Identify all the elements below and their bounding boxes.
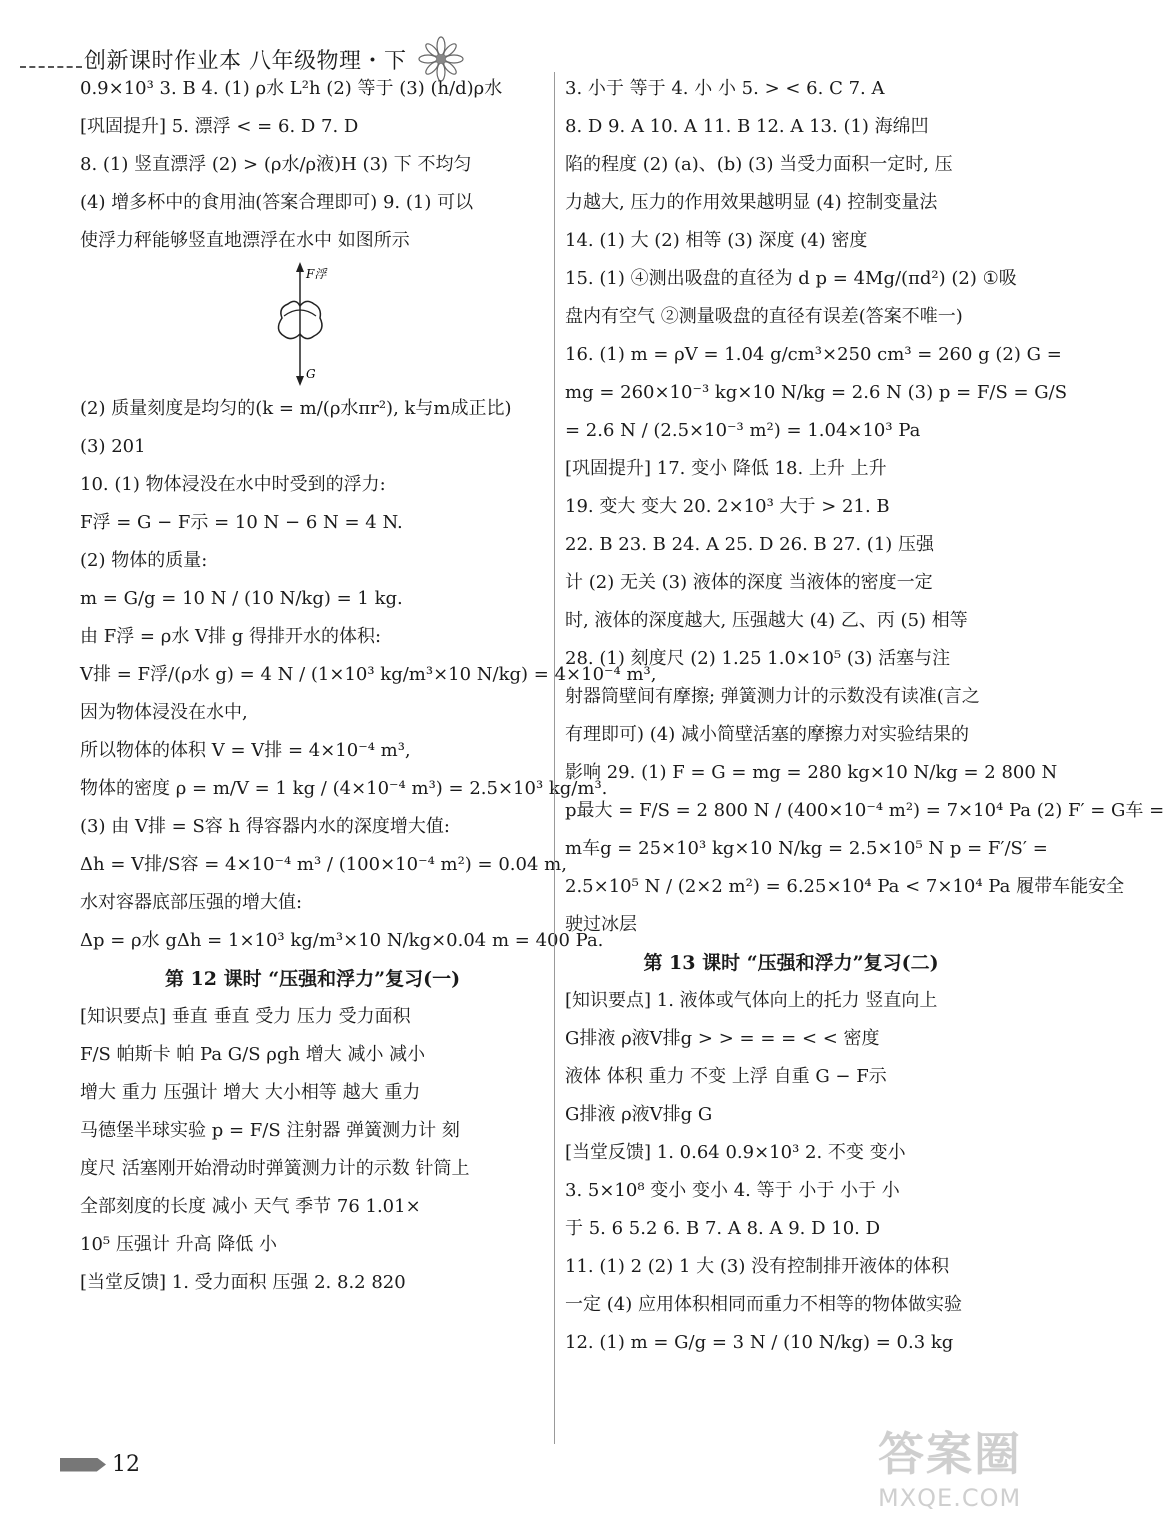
answer-line: 3. 小于 等于 4. 小 小 5. > < 6. C 7. A	[565, 78, 885, 99]
answer-line: Δh = V排/S容 = 4×10⁻⁴ m³ / (100×10⁻⁴ m²) = 0.04 m,	[80, 854, 567, 875]
answer-line: 16. (1) m = ρV = 1.04 g/cm³×250 cm³ = 260 g (2) G =	[565, 344, 1062, 365]
answer-line: m = G/g = 10 N / (10 N/kg) = 1 kg.	[80, 588, 403, 609]
answer-line: 所以物体的体积 V = V排 = 4×10⁻⁴ m³,	[80, 740, 411, 761]
buoyant-force-label: F浮	[306, 267, 327, 281]
answer-line: 液体 体积 重力 不变 上浮 自重 G − F示	[565, 1066, 887, 1087]
answer-line: 14. (1) 大 (2) 相等 (3) 深度 (4) 密度	[565, 230, 868, 251]
answer-line: 0.9×10³ 3. B 4. (1) ρ水 L²h (2) 等于 (3) (h/d)ρ水	[80, 78, 503, 99]
gravity-label: G	[306, 367, 316, 381]
answer-line: G排液 ρ液V排g > > = = = < < 密度	[565, 1028, 880, 1049]
answer-line: 驶过冰层	[565, 914, 637, 935]
answer-line: [知识要点] 1. 液体或气体向上的托力 竖直向上	[565, 990, 938, 1011]
answer-line: 由 F浮 = ρ水 V排 g 得排开水的体积:	[80, 626, 382, 647]
answer-line: [知识要点] 垂直 垂直 受力 压力 受力面积	[80, 1006, 411, 1027]
answer-line: 陷的程度 (2) (a)、(b) (3) 当受力面积一定时, 压	[565, 154, 953, 175]
answer-line: 全部刻度的长度 减小 天气 季节 76 1.01×	[80, 1196, 421, 1217]
answer-line: G排液 ρ液V排g G	[565, 1104, 713, 1125]
answer-line: 度尺 活塞刚开始滑动时弹簧测力计的示数 针筒上	[80, 1158, 470, 1179]
answer-line: 11. (1) 2 (2) 1 大 (3) 没有控制排开液体的体积	[565, 1256, 950, 1277]
section-13-title: 第 13 课时 “压强和浮力”复习(二)	[643, 952, 939, 974]
answer-line: m车g = 25×10³ kg×10 N/kg = 2.5×10⁵ N p = F′/S′ =	[565, 838, 1048, 859]
page-number-text: 12	[112, 1452, 140, 1477]
answer-line: p最大 = F/S = 2 800 N / (400×10⁻⁴ m²) = 7×10⁴ Pa (2) F′ = G车 =	[565, 800, 1164, 821]
answer-line: F/S 帕斯卡 帕 Pa G/S ρgh 增大 减小 减小	[80, 1044, 426, 1065]
answer-line: 一定 (4) 应用体积相同而重力不相等的物体做实验	[565, 1294, 962, 1315]
answer-line: [当堂反馈] 1. 0.64 0.9×10³ 2. 不变 变小	[565, 1142, 906, 1163]
column-divider	[554, 72, 555, 1444]
answer-line: 因为物体浸没在水中,	[80, 702, 248, 723]
page-arrow-icon	[60, 1458, 106, 1472]
answer-line: 10⁵ 压强计 升高 降低 小	[80, 1234, 278, 1255]
answer-line: 影响 29. (1) F = G = mg = 280 kg×10 N/kg = 2 800 N	[565, 762, 1058, 783]
answer-line: 增大 重力 压强计 增大 大小相等 越大 重力	[80, 1082, 421, 1103]
answer-line: [巩固提升] 5. 漂浮 < = 6. D 7. D	[80, 116, 359, 137]
answer-line: 15. (1) ④测出吸盘的直径为 d p = 4Mg/(πd²) (2) ①吸	[565, 268, 1017, 289]
buoyancy-diagram	[80, 260, 545, 390]
answer-line: 3. 5×10⁸ 变小 变小 4. 等于 小于 小于 小	[565, 1180, 900, 1201]
answer-line: [当堂反馈] 1. 受力面积 压强 2. 8.2 820	[80, 1272, 406, 1293]
answer-line: 水对容器底部压强的增大值:	[80, 892, 303, 913]
watermark-logo	[878, 1418, 1038, 1528]
answer-line: (2) 物体的质量:	[80, 550, 208, 571]
answer-line: (3) 由 V排 = S容 h 得容器内水的深度增大值:	[80, 816, 450, 837]
watermark-text: 答案圈	[878, 1427, 1022, 1481]
right-column	[565, 70, 1164, 1362]
answer-line: 射器筒壁间有摩擦; 弹簧测力计的示数没有读准(言之	[565, 686, 980, 707]
answer-line: 于 5. 6 5.2 6. B 7. A 8. A 9. D 10. D	[565, 1218, 881, 1239]
answer-line: 8. (1) 竖直漂浮 (2) > (ρ水/ρ液)H (3) 下 不均匀	[80, 154, 472, 175]
watermark-url: MXQE.COM	[878, 1484, 1022, 1512]
answer-line: 有理即可) (4) 减小简壁活塞的摩擦力对实验结果的	[565, 724, 969, 745]
answer-line: 使浮力秤能够竖直地漂浮在水中 如图所示	[80, 230, 410, 251]
answer-line: [巩固提升] 17. 变小 降低 18. 上升 上升	[565, 458, 887, 479]
answer-line: V排 = F浮/(ρ水 g) = 4 N / (1×10³ kg/m³×10 N/kg) = 4×10⁻⁴ m³,	[80, 664, 657, 685]
answer-line: 力越大, 压力的作用效果越明显 (4) 控制变量法	[565, 192, 938, 213]
answer-line: Δp = ρ水 gΔh = 1×10³ kg/m³×10 N/kg×0.04 m = 400 Pa.	[80, 930, 604, 951]
answer-line: (2) 质量刻度是均匀的(k = m/(ρ水πr²), k与m成正比)	[80, 398, 512, 419]
answer-line: F浮 = G − F示 = 10 N − 6 N = 4 N.	[80, 512, 403, 533]
answer-line: 8. D 9. A 10. A 11. B 12. A 13. (1) 海绵凹	[565, 116, 929, 137]
header-title: 创新课时作业本 八年级物理・下	[84, 49, 407, 74]
answer-line: 22. B 23. B 24. A 25. D 26. B 27. (1) 压强	[565, 534, 935, 555]
answer-line: = 2.6 N / (2.5×10⁻³ m²) = 1.04×10³ Pa	[565, 420, 921, 441]
page-number	[60, 1452, 140, 1477]
answer-line: 马德堡半球实验 p = F/S 注射器 弹簧测力计 刻	[80, 1120, 460, 1141]
answer-line: 12. (1) m = G/g = 3 N / (10 N/kg) = 0.3 kg	[565, 1332, 954, 1353]
answer-line: 2.5×10⁵ N / (2×2 m²) = 6.25×10⁴ Pa < 7×10⁴ Pa 履带车能安全	[565, 876, 1125, 897]
answer-line: 19. 变大 变大 20. 2×10³ 大于 > 21. B	[565, 496, 890, 517]
answer-line: 物体的密度 ρ = m/V = 1 kg / (4×10⁻⁴ m³) = 2.5×10³ kg/m³.	[80, 778, 608, 799]
answer-line: 10. (1) 物体浸没在水中时受到的浮力:	[80, 474, 386, 495]
answer-line: mg = 260×10⁻³ kg×10 N/kg = 2.6 N (3) p = F/S = G/S	[565, 382, 1068, 403]
float-force-diagram	[270, 260, 370, 390]
answer-line: 盘内有空气 ②测量吸盘的直径有误差(答案不唯一)	[565, 306, 963, 327]
header-dash-line	[20, 66, 82, 68]
section-12-title: 第 12 课时 “压强和浮力”复习(一)	[164, 968, 461, 990]
answer-line: 28. (1) 刻度尺 (2) 1.25 1.0×10⁵ (3) 活塞与注	[565, 648, 951, 669]
answer-line: 时, 液体的深度越大, 压强越大 (4) 乙、丙 (5) 相等	[565, 610, 968, 631]
answer-line: (4) 增多杯中的食用油(答案合理即可) 9. (1) 可以	[80, 192, 474, 213]
answer-line: 计 (2) 无关 (3) 液体的深度 当液体的密度一定	[565, 572, 933, 593]
answer-line: (3) 201	[80, 436, 146, 457]
